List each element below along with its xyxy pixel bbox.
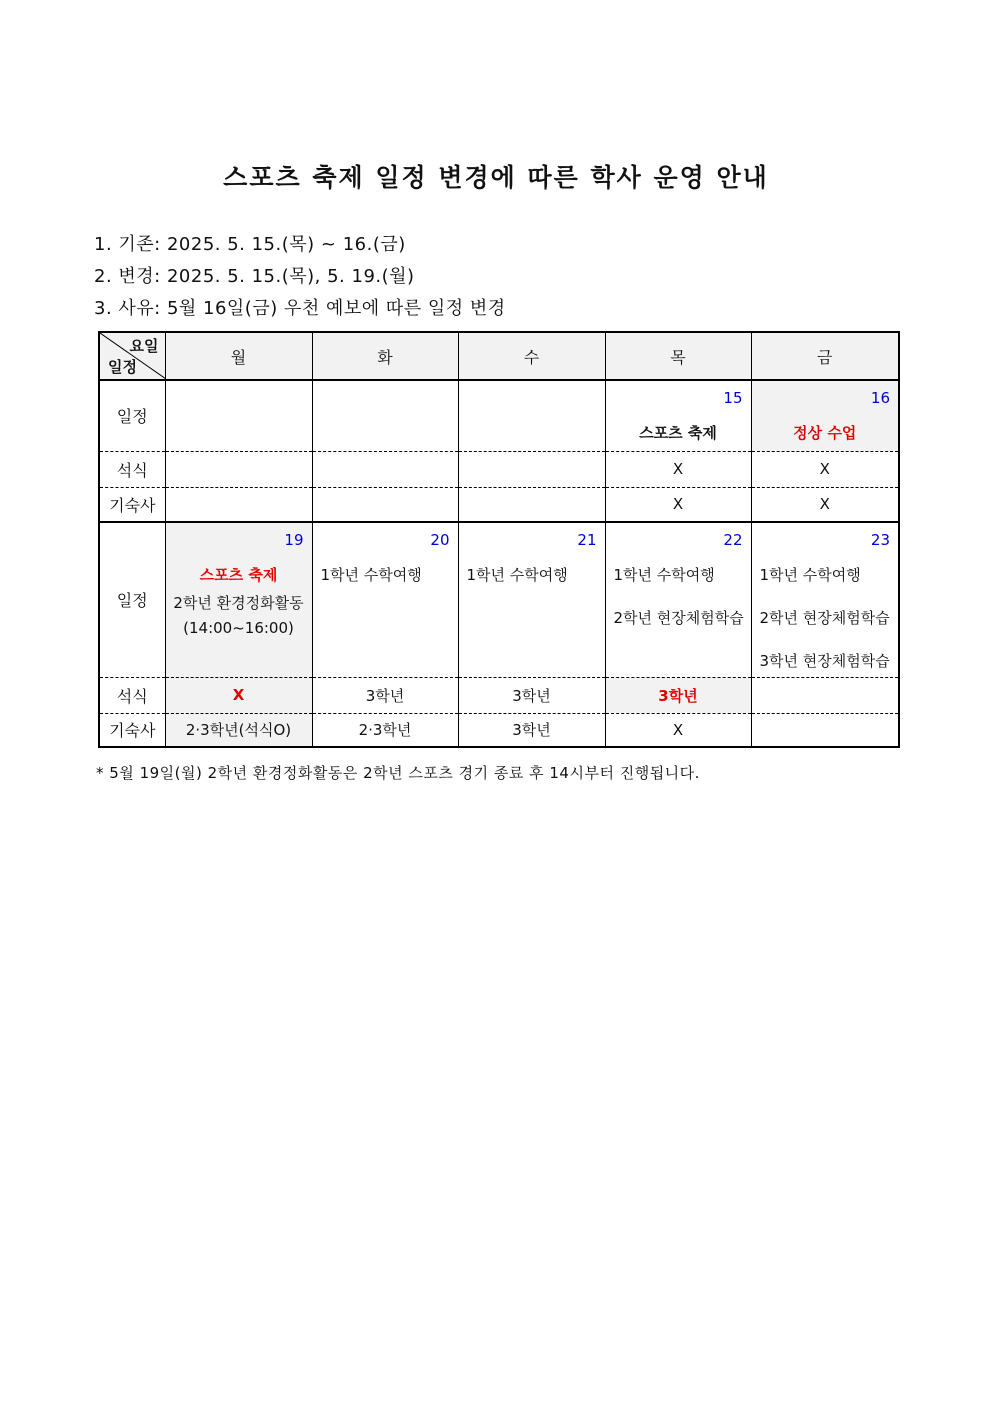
week2-dinner-row — [99, 677, 899, 713]
event-text: 1학년 수학여행 — [759, 566, 861, 584]
week2-dorm-mon: 2·3학년(석식O) — [165, 713, 312, 747]
week1-dinner-tue — [312, 451, 458, 487]
week2-dinner-mon: X — [165, 677, 312, 713]
day-header-tue: 화 — [312, 332, 458, 380]
row-label-schedule: 일정 — [99, 522, 165, 677]
week1-dinner-fri: X — [751, 451, 899, 487]
week1-dinner-thu: X — [605, 451, 751, 487]
row-label-dorm: 기숙사 — [99, 487, 165, 522]
week2-dinner-wed: 3학년 — [458, 677, 605, 713]
row-label-dinner: 석식 — [99, 451, 165, 487]
week1-dorm-tue — [312, 487, 458, 522]
week1-dorm-thu: X — [605, 487, 751, 522]
info-line-changed: 2. 변경: 2025. 5. 15.(목), 5. 19.(월) — [94, 266, 415, 287]
info-line-original: 1. 기존: 2025. 5. 15.(목) ~ 16.(금) — [94, 234, 406, 255]
event-text: 스포츠 축제 — [639, 424, 717, 442]
corner-schedule-label: 일정 — [108, 358, 137, 376]
event-text: 2학년 현장체험학습 — [613, 609, 744, 627]
week1-dinner-mon — [165, 451, 312, 487]
week2-mon-cell — [165, 522, 312, 677]
event-text: 정상 수업 — [793, 424, 857, 442]
event-text: (14:00~16:00) — [183, 619, 294, 637]
day-header-mon: 월 — [165, 332, 312, 380]
week1-mon-cell — [165, 380, 312, 451]
week2-dorm-wed: 3학년 — [458, 713, 605, 747]
week2-fri-cell — [751, 522, 899, 677]
date-label: 22 — [723, 531, 743, 549]
week2-dorm-row — [99, 713, 899, 747]
week2-dorm-fri — [751, 713, 899, 747]
event-text: 1학년 수학여행 — [613, 566, 715, 584]
corner-header-cell — [99, 332, 165, 380]
corner-day-label: 요일 — [129, 337, 159, 355]
week1-wed-cell — [458, 380, 605, 451]
day-header-wed: 수 — [458, 332, 605, 380]
info-line-reason: 3. 사유: 5월 16일(금) 우천 예보에 따른 일정 변경 — [94, 298, 506, 319]
week1-thu-cell — [605, 380, 751, 451]
event-text: 2학년 현장체험학습 — [759, 609, 890, 627]
week1-schedule-row — [99, 380, 899, 451]
date-label: 15 — [723, 389, 743, 407]
week1-dorm-mon — [165, 487, 312, 522]
row-label-dinner: 석식 — [99, 677, 165, 713]
event-text: 2학년 환경정화활동 — [173, 594, 304, 612]
event-text: 스포츠 축제 — [199, 566, 278, 584]
day-header-fri: 금 — [751, 332, 899, 380]
header-row — [99, 332, 899, 380]
week1-dinner-wed — [458, 451, 605, 487]
event-text: 3학년 현장체험학습 — [759, 652, 890, 670]
footnote: * 5월 19일(월) 2학년 환경정화활동은 2학년 스포츠 경기 종료 후 14시부터 진행됩니다. — [96, 764, 700, 782]
week2-dinner-fri — [751, 677, 899, 713]
week1-dinner-row — [99, 451, 899, 487]
week2-dinner-thu: 3학년 — [605, 677, 751, 713]
week1-dorm-fri: X — [751, 487, 899, 522]
week1-fri-cell — [751, 380, 899, 451]
week2-schedule-row — [99, 522, 899, 677]
event-text: 1학년 수학여행 — [320, 566, 422, 584]
week2-tue-cell — [312, 522, 458, 677]
event-text: 1학년 수학여행 — [466, 566, 568, 584]
week1-dorm-row — [99, 487, 899, 522]
date-label: 21 — [577, 531, 597, 549]
page-title: 스포츠 축제 일정 변경에 따른 학사 운영 안내 — [223, 163, 769, 192]
date-label: 19 — [284, 531, 304, 549]
week1-tue-cell — [312, 380, 458, 451]
row-label-schedule: 일정 — [99, 380, 165, 451]
date-label: 20 — [430, 531, 450, 549]
week2-thu-cell — [605, 522, 751, 677]
date-label: 16 — [870, 389, 890, 407]
day-header-thu: 목 — [605, 332, 751, 380]
week2-dinner-tue: 3학년 — [312, 677, 458, 713]
week1-dorm-wed — [458, 487, 605, 522]
week2-dorm-thu: X — [605, 713, 751, 747]
week2-wed-cell — [458, 522, 605, 677]
row-label-dorm: 기숙사 — [99, 713, 165, 747]
schedule-table — [98, 331, 900, 748]
week2-dorm-tue: 2·3학년 — [312, 713, 458, 747]
date-label: 23 — [870, 531, 890, 549]
